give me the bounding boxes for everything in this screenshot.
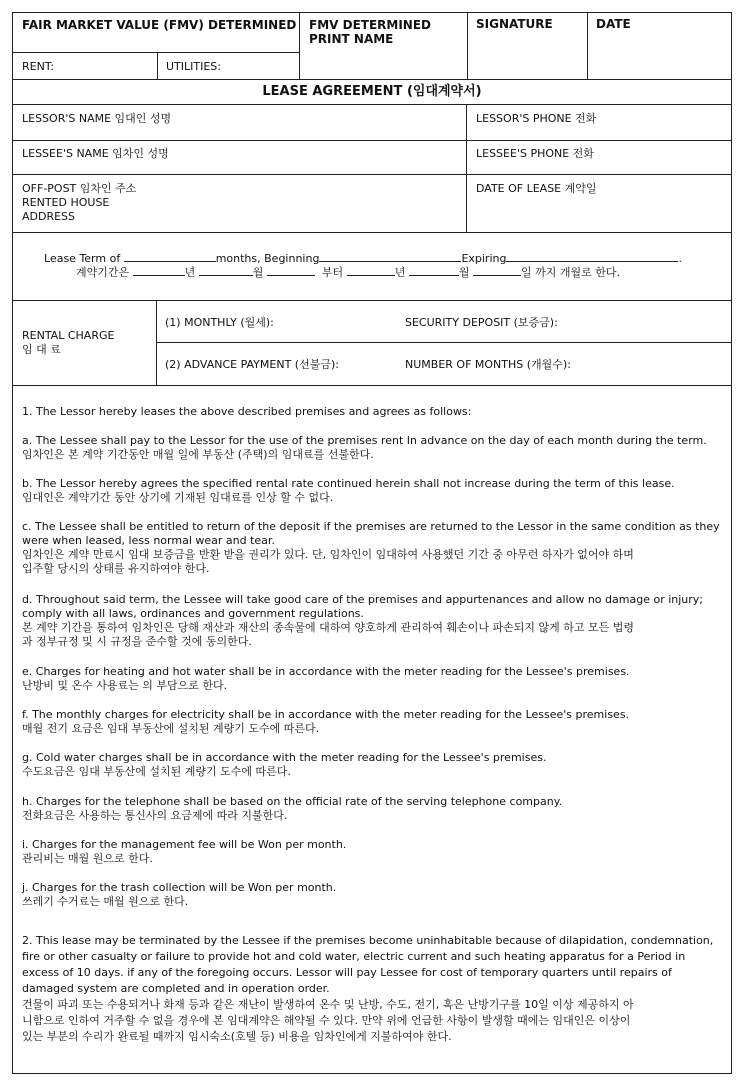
fmv-print-name-label: FMV DETERMINED PRINT NAME — [309, 18, 431, 46]
clause-a: a. The Lessee shall pay to the Lessor for the use of the premises rent In advance on the day of each month during the term. 임차인은 본 계약 기간동안 매월 일에 부동산 (주택)의 임대료를 선불한다. — [22, 434, 707, 461]
fmv-determined-label: FAIR MARKET VALUE (FMV) DETERMINED — [22, 18, 297, 32]
clause-b: b. The Lessor hereby agrees the specified rental rate continued herein shall not increase during the term of this lease. 임대인은 계약기간 동안 상기에 기재된 임대료를 인상 할 수 없다. — [22, 477, 675, 504]
lessor-phone-field[interactable]: LESSOR'S PHONE 전화 — [476, 112, 597, 125]
lessee-name-field[interactable]: LESSEE'S NAME 임차인 성명 — [22, 147, 169, 160]
lessee-phone-field[interactable]: LESSEE'S PHONE 전화 — [476, 147, 594, 160]
monthly-rent-field[interactable]: (1) MONTHLY (월세): — [165, 316, 274, 329]
clause-h: h. Charges for the telephone shall be based on the official rate of the serving telephone company. 전화요금은 사용하는 통신사의 요금제에 따라 지불한다. — [22, 795, 563, 822]
rental-charge-label: RENTAL CHARGE 임 대 료 — [22, 329, 115, 356]
clause-d: d. Throughout said term, the Lessee will take good care of the premises and appurtenances and allow no damage or injury; comply with all laws, ordinances and government regulations. 본 계약 기간을 통하여 임차인은 당해 재산과 재산의 종속물에 대하여 양호하게 관리하여 훼손이나 파손되지 않게 하고 모든 법령 과 정부규정 및 시 규정을 준수할 것에 동의한다. — [22, 593, 704, 648]
clause-g: g. Cold water charges shall be in accordance with the meter reading for the Lessee's premises. 수도요금은 임대 부동산에 설치된 계량기 도수에 따른다. — [22, 751, 547, 778]
clause-e: e. Charges for heating and hot water shall be in accordance with the meter reading for the Lessee's premises. 난방비 및 온수 사용료는 의 부담으로 한다. — [22, 665, 630, 692]
number-of-months-field[interactable]: NUMBER OF MONTHS (개월수): — [405, 358, 571, 371]
date-label: DATE — [596, 17, 631, 31]
lease-term-line-english[interactable]: Lease Term of months, Beginning Expiring . — [44, 252, 682, 265]
security-deposit-field[interactable]: SECURITY DEPOSIT (보증금): — [405, 316, 558, 329]
utilities-field[interactable]: UTILITIES: — [166, 60, 221, 73]
date-of-lease-field[interactable]: DATE OF LEASE 계약일 — [476, 182, 597, 195]
clause-i: i. Charges for the management fee will be Won per month. 관리비는 매월 원으로 한다. — [22, 838, 347, 865]
advance-payment-field[interactable]: (2) ADVANCE PAYMENT (선불금): — [165, 358, 339, 371]
clause-f: f. The monthly charges for electricity shall be in accordance with the meter reading for the Lessee's premises. 매월 전기 요금은 임대 부동산에 설치된 계량기 도수에 따른다. — [22, 708, 630, 735]
off-post-address-field[interactable]: OFF-POST 임차인 주소 RENTED HOUSE ADDRESS — [22, 182, 137, 223]
lessor-name-field[interactable]: LESSOR'S NAME 임대인 성명 — [22, 112, 172, 125]
signature-label: SIGNATURE — [476, 17, 553, 31]
clause-2: 2. This lease may be terminated by the Lessee if the premises become uninhabitable because of dilapidation, condemnation, fire or other casualty or failure to provide hot and cold water, electric current and such heating apparatus for a Period in excess of 10 days. if any of the foregoing occurs. Lessor will pay Lessee for cost of temporary quarters until repairs of damaged system are completed and in operation order. 건물이 파괴 또는 수용되거나 화재 등과 같은 재난이 발생하여 온수 및 난방, 수도, 전기, 혹은 난방기구를 10일 이상 제공하지 아 니함으로 인하여 거주할 수 없을 경우에 본 임대계약은 해약될 수 있다. 만약 위에 언급한 사항이 발생할 때에는 임대인은 이상이 있는 부분의 수리가 완료될 때까지 임시숙소(호텔 등) 비용을 임차인에게 지불하여야 한다. — [22, 934, 714, 1043]
clause-j: j. Charges for the trash collection will be Won per month. 쓰레기 수거료는 매월 원으로 한다. — [22, 881, 337, 908]
rent-field[interactable]: RENT: — [22, 60, 55, 73]
clause-intro: 1. The Lessor hereby leases the above described premises and agrees as follows: — [22, 405, 472, 418]
page-title: LEASE AGREEMENT (임대계약서) — [262, 84, 482, 99]
clause-c: c. The Lessee shall be entitled to return of the deposit if the premises are returned to the Lessor in the same condition as they were when leased, less normal wear and tear. 임차인은 계약 만료시 임대 보증금을 반환 받을 권리가 있다. 단, 임차인이 임대하여 사용했던 기간 중 아무런 하자가 없어야 하며 입주할 당시의 상태를 유지하여야 한다. — [22, 520, 720, 575]
lease-term-line-korean[interactable]: 계약기간은 년 월 부터 년 월 일 까지 개월로 한다. — [76, 266, 620, 279]
